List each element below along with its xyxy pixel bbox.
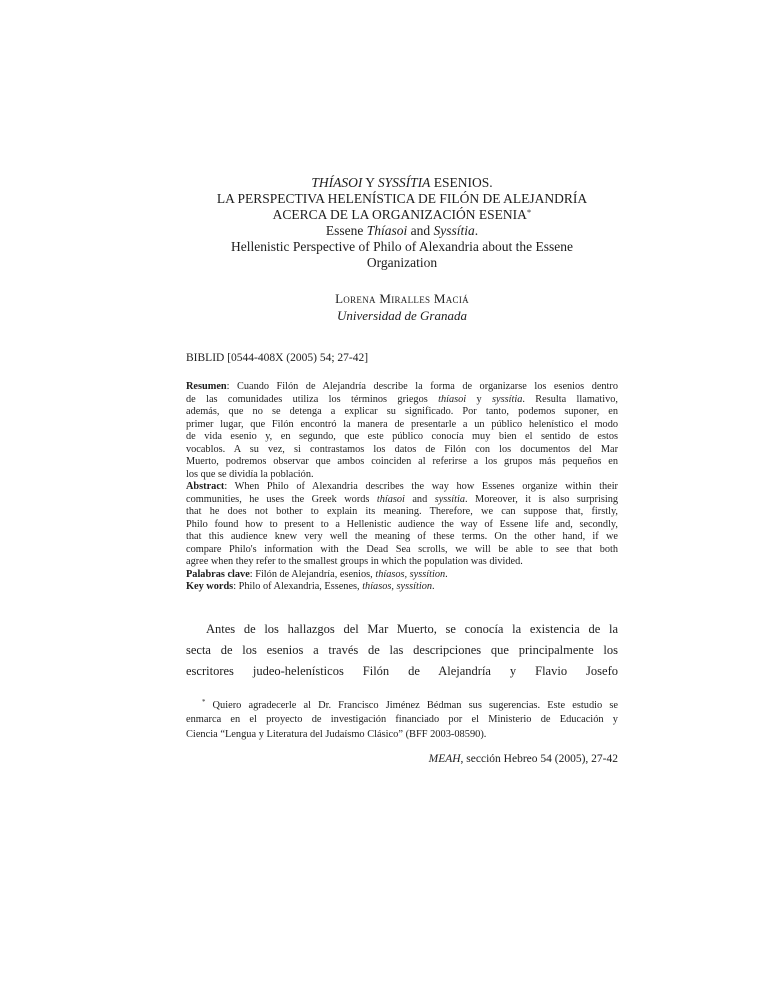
text-line: LA PERSPECTIVA HELENÍSTICA DE FILÓN DE ALEJANDRÍA xyxy=(216,191,588,206)
text-line: THÍASOI Y SYSSÍTIA ESENIOS. xyxy=(311,175,493,190)
text-line: Hellenistic Perspective of Philo of Alexandria about the Essene xyxy=(231,239,573,254)
text-line: los que se dividía la población. xyxy=(186,468,314,480)
text-line: MEAH, sección Hebreo 54 (2005), 27-42 xyxy=(428,753,618,765)
abstract-block xyxy=(186,381,618,594)
text-line: that this audience knew very well the meaning of these terms. On the other hand, if we xyxy=(186,531,618,542)
text-line: secta de los esenios a través de las descripciones que principalmente los xyxy=(186,642,618,657)
text-line: communities, he uses the Greek words thíasoi and syssítia. Moreover, it is also surprising xyxy=(186,493,618,505)
text-line: de vida esenio y, en segundo, que este público conocía muy bien el sentido de estos xyxy=(186,431,618,442)
text-line: compare Philo's information with the Dead Sea scrolls, we will be able to see that both xyxy=(186,543,618,555)
text-line: Muerto, podremos observar que ambos coinciden al referirse a los grupos más pequeños en xyxy=(186,456,618,467)
text-line: Key words: Philo of Alexandria, Essenes, thíasos, syssítion. xyxy=(186,581,435,592)
text-line: Essene Thíasoi and Syssítia. xyxy=(325,223,479,238)
author-block xyxy=(186,291,618,324)
text-line: agree when they refer to the smallest groups in which the population was divided. xyxy=(186,556,523,567)
body-paragraph xyxy=(186,619,618,682)
text-line: Philo found how to present to a Hellenistic audience the way of Essene life and, secondly, xyxy=(186,518,618,530)
author-affiliation: Universidad de Granada xyxy=(337,308,467,323)
journal-footer xyxy=(186,753,618,765)
text-line: Resumen: Cuando Filón de Alejandría describe la forma de organizarse los esenios dentro xyxy=(186,381,618,392)
text-line: enmarca en el proyecto de investigación financiado por el Ministerio de Educación y xyxy=(186,714,618,725)
text-line: Abstract: When Philo of Alexandria describes the way how Essenes organize within their xyxy=(186,481,618,492)
text-line: ACERCA DE LA ORGANIZACIÓN ESENIA* xyxy=(272,207,532,222)
text-line: primer lugar, que Filón encontró la manera de presentarle a un público helenístico el modo xyxy=(186,418,618,430)
page-content xyxy=(186,175,618,765)
author-name: Lorena Miralles Maciá xyxy=(335,291,469,306)
text-line: * Quiero agradecerle al Dr. Francisco Jiménez Bédman sus sugerencias. Este estudio se xyxy=(202,699,618,711)
text-line: Palabras clave: Filón de Alejandría, esenios, thíasos, syssítion. xyxy=(186,568,448,580)
article-title xyxy=(186,175,618,271)
text-line: Organization xyxy=(366,255,438,270)
text-line: escritores judeo-helenísticos Filón de Alejandría y Flavio Josefo xyxy=(186,663,618,678)
text-line: además, que no se detenga a explicar su significado. Por tanto, podemos suponer, en xyxy=(186,406,618,417)
text-line: that he does not bother to explain its meaning. Therefore, we can suppose that, firstly, xyxy=(186,506,618,517)
biblid-reference: BIBLID [0544-408X (2005) 54; 27-42] xyxy=(186,352,369,364)
text-line: Ciencia “Lengua y Literatura del Judaísmo Clásico” (BFF 2003-08590). xyxy=(186,728,487,740)
text-line: de las comunidades utiliza los términos griegos thíasoi y syssítia. Resulta llamativo, xyxy=(186,393,619,405)
footnote xyxy=(186,699,618,743)
text-line: Antes de los hallazgos del Mar Muerto, se conocía la existencia de la xyxy=(206,621,618,636)
text-line: vocablos. A su vez, si contrastamos los datos de Filón con los documentos del Mar xyxy=(186,443,618,455)
